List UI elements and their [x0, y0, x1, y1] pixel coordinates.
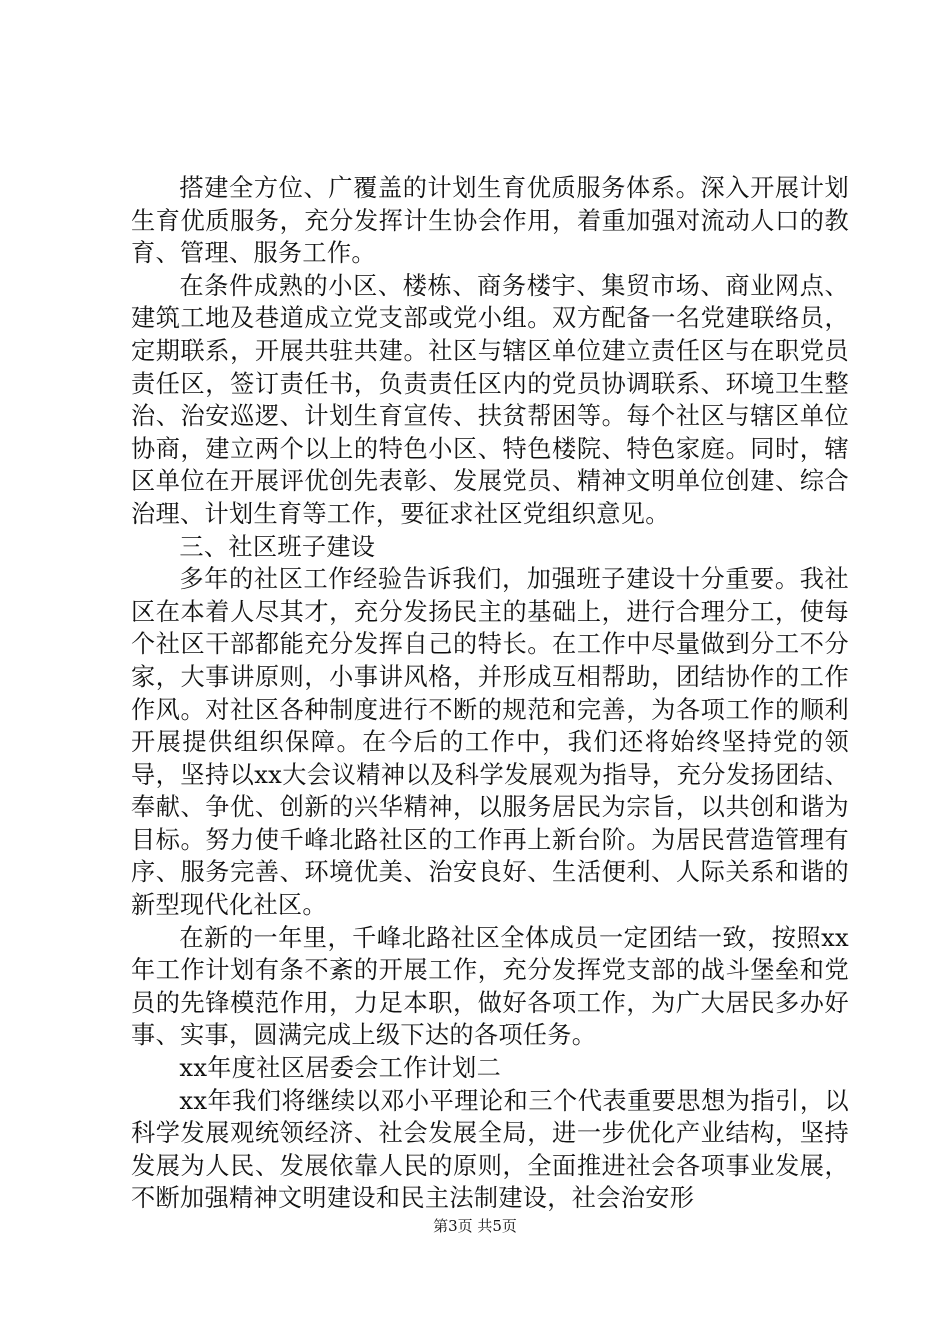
- paragraph-new-year-goals: 在新的一年里，千峰北路社区全体成员一定团结一致，按照xx年工作计划有条不紊的开展工作，充分发挥党支部的战斗堡垒和党员的先锋模范作用，力足本职，做好各项工作，为广大居民多办好事、实事，圆满完成上级下达的各项任务。: [131, 923, 849, 1050]
- page-number-footer: 第3页 共5页: [433, 1217, 517, 1235]
- paragraph-family-planning-service: 搭建全方位、广覆盖的计划生育优质服务体系。深入开展计划生育优质服务，充分发挥计生协会作用，着重加强对流动人口的教育、管理、服务工作。: [131, 174, 849, 268]
- paragraph-team-building: 多年的社区工作经验告诉我们，加强班子建设十分重要。我社区在本着人尽其才，充分发扬民主的基础上，进行合理分工，使每个社区干部都能充分发挥自己的特长。在工作中尽量做到分工不分家，大事讲原则，小事讲风格，并形成互相帮助，团结协作的工作作风。对社区各种制度进行不断的规范和完善，为各项工作的顺利开展提供组织保障。在今后的工作中，我们还将始终坚持党的领导，坚持以xx大会议精神以及科学发展观为指导，充分发扬团结、奉献、争优、创新的兴华精神，以服务居民为宗旨，以共创和谐为目标。努力使千峰北路社区的工作再上新台阶。为居民营造管理有序、服务完善、环境优美、治安良好、生活便利、人际关系和谐的新型现代化社区。: [131, 565, 849, 920]
- paragraph-work-plan-intro: xx年我们将继续以邓小平理论和三个代表重要思想为指引，以科学发展观统领经济、社会发展全局，进一步优化产业结构，坚持发展为人民、发展依靠人民的原则，全面推进社会各项事业发展，不断加强精神文明建设和民主法制建设，社会治安形: [131, 1086, 849, 1213]
- section-heading-team-building: 三、社区班子建设: [179, 532, 376, 561]
- section-heading-work-plan-two: xx年度社区居委会工作计划二: [179, 1054, 502, 1083]
- document-body: [131, 172, 849, 1215]
- paragraph-party-branch-building: 在条件成熟的小区、楼栋、商务楼宇、集贸市场、商业网点、建筑工地及巷道成立党支部或党小组。双方配备一名党建联络员，定期联系，开展共驻共建。社区与辖区单位建立责任区与在职党员责任区，签订责任书，负责责任区内的党员协调联系、环境卫生整治、治安巡逻、计划生育宣传、扶贫帮困等。每个社区与辖区单位协商，建立两个以上的特色小区、特色楼院、特色家庭。同时，辖区单位在开展评优创先表彰、发展党员、精神文明单位创建、综合治理、计划生育等工作，要征求社区党组织意见。: [131, 271, 849, 528]
